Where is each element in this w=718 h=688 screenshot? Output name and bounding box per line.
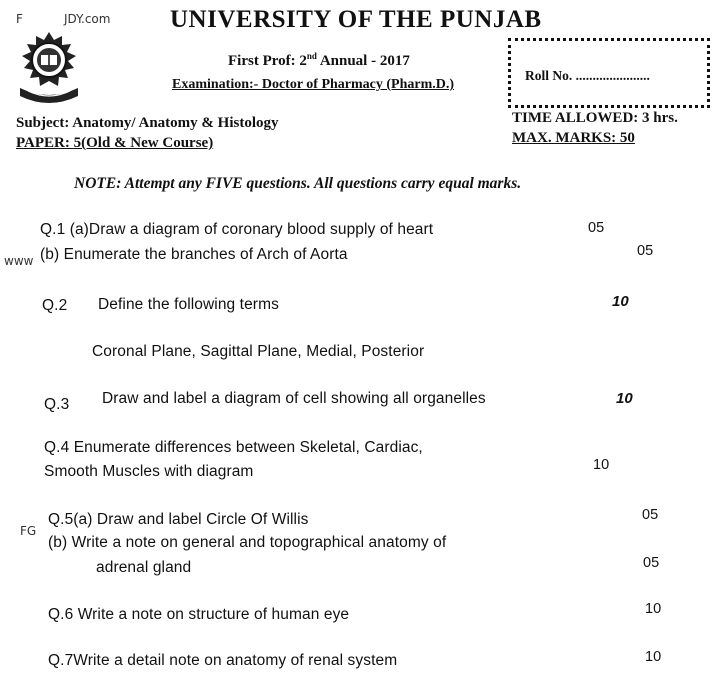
marks-3: 10 [616, 390, 633, 407]
marks-7: 10 [645, 649, 662, 665]
exam-session-sup: nd [306, 51, 317, 61]
question-3: Draw and label a diagram of cell showing all organelles [102, 390, 486, 407]
question-6: Q.6 Write a note on structure of human eye [48, 606, 350, 623]
time-allowed: TIME ALLOWED: 3 hrs. [512, 110, 678, 126]
question-4-line2: Smooth Muscles with diagram [44, 463, 254, 480]
exam-session-suffix: Annual - 2017 [316, 53, 410, 69]
question-5b-line2: adrenal gland [96, 559, 192, 576]
question-1b: (b) Enumerate the branches of Arch of Aorta [40, 246, 348, 263]
question-2: Define the following terms [98, 296, 279, 313]
exam-session-prefix: First Prof: 2 [228, 53, 307, 69]
question-4-line1: Q.4 Enumerate differences between Skeletal, Cardiac, [44, 439, 423, 456]
marks-4: 10 [593, 457, 610, 473]
question-7: Q.7Write a detail note on anatomy of renal system [48, 652, 398, 669]
roll-number-field: Roll No. ...................... [525, 68, 650, 83]
roll-number-box [508, 38, 710, 108]
marks-5a: 05 [642, 507, 659, 523]
university-title: UNIVERSITY OF THE PUNJAB [170, 6, 542, 33]
marks-1b: 05 [637, 243, 654, 259]
question-1a: Q.1 (a)Draw a diagram of coronary blood supply of heart [40, 221, 434, 238]
max-marks: MAX. MARKS: 50 [512, 130, 635, 146]
watermark-fragment: JDY.com [64, 12, 111, 26]
question-5a: Q.5(a) Draw and label Circle Of Willis [48, 511, 309, 528]
subject-label: Subject: Anatomy/ Anatomy & Histology [16, 115, 279, 131]
marks-6: 10 [645, 601, 662, 617]
examination-label: Examination:- Doctor of Pharmacy (Pharm.D.) [172, 77, 455, 92]
question-2-terms: Coronal Plane, Sagittal Plane, Medial, Posterior [92, 343, 425, 360]
marks-2: 10 [612, 293, 629, 310]
instructions-note: NOTE: Attempt any FIVE questions. All questions carry equal marks. [74, 175, 522, 192]
exam-session [228, 51, 410, 70]
marks-1a: 05 [588, 220, 605, 236]
watermark-fragment: www [4, 254, 34, 268]
marks-5b: 05 [643, 555, 660, 571]
watermark-fragment: F [16, 12, 23, 26]
watermark-fragment: FG [20, 524, 37, 538]
question-5b-line1: (b) Write a note on general and topographical anatomy of [48, 534, 447, 551]
question-3-number: Q.3 [44, 396, 70, 413]
paper-label: PAPER: 5(Old & New Course) [16, 135, 214, 151]
question-2-number: Q.2 [42, 297, 68, 314]
university-crest-icon [14, 30, 84, 108]
